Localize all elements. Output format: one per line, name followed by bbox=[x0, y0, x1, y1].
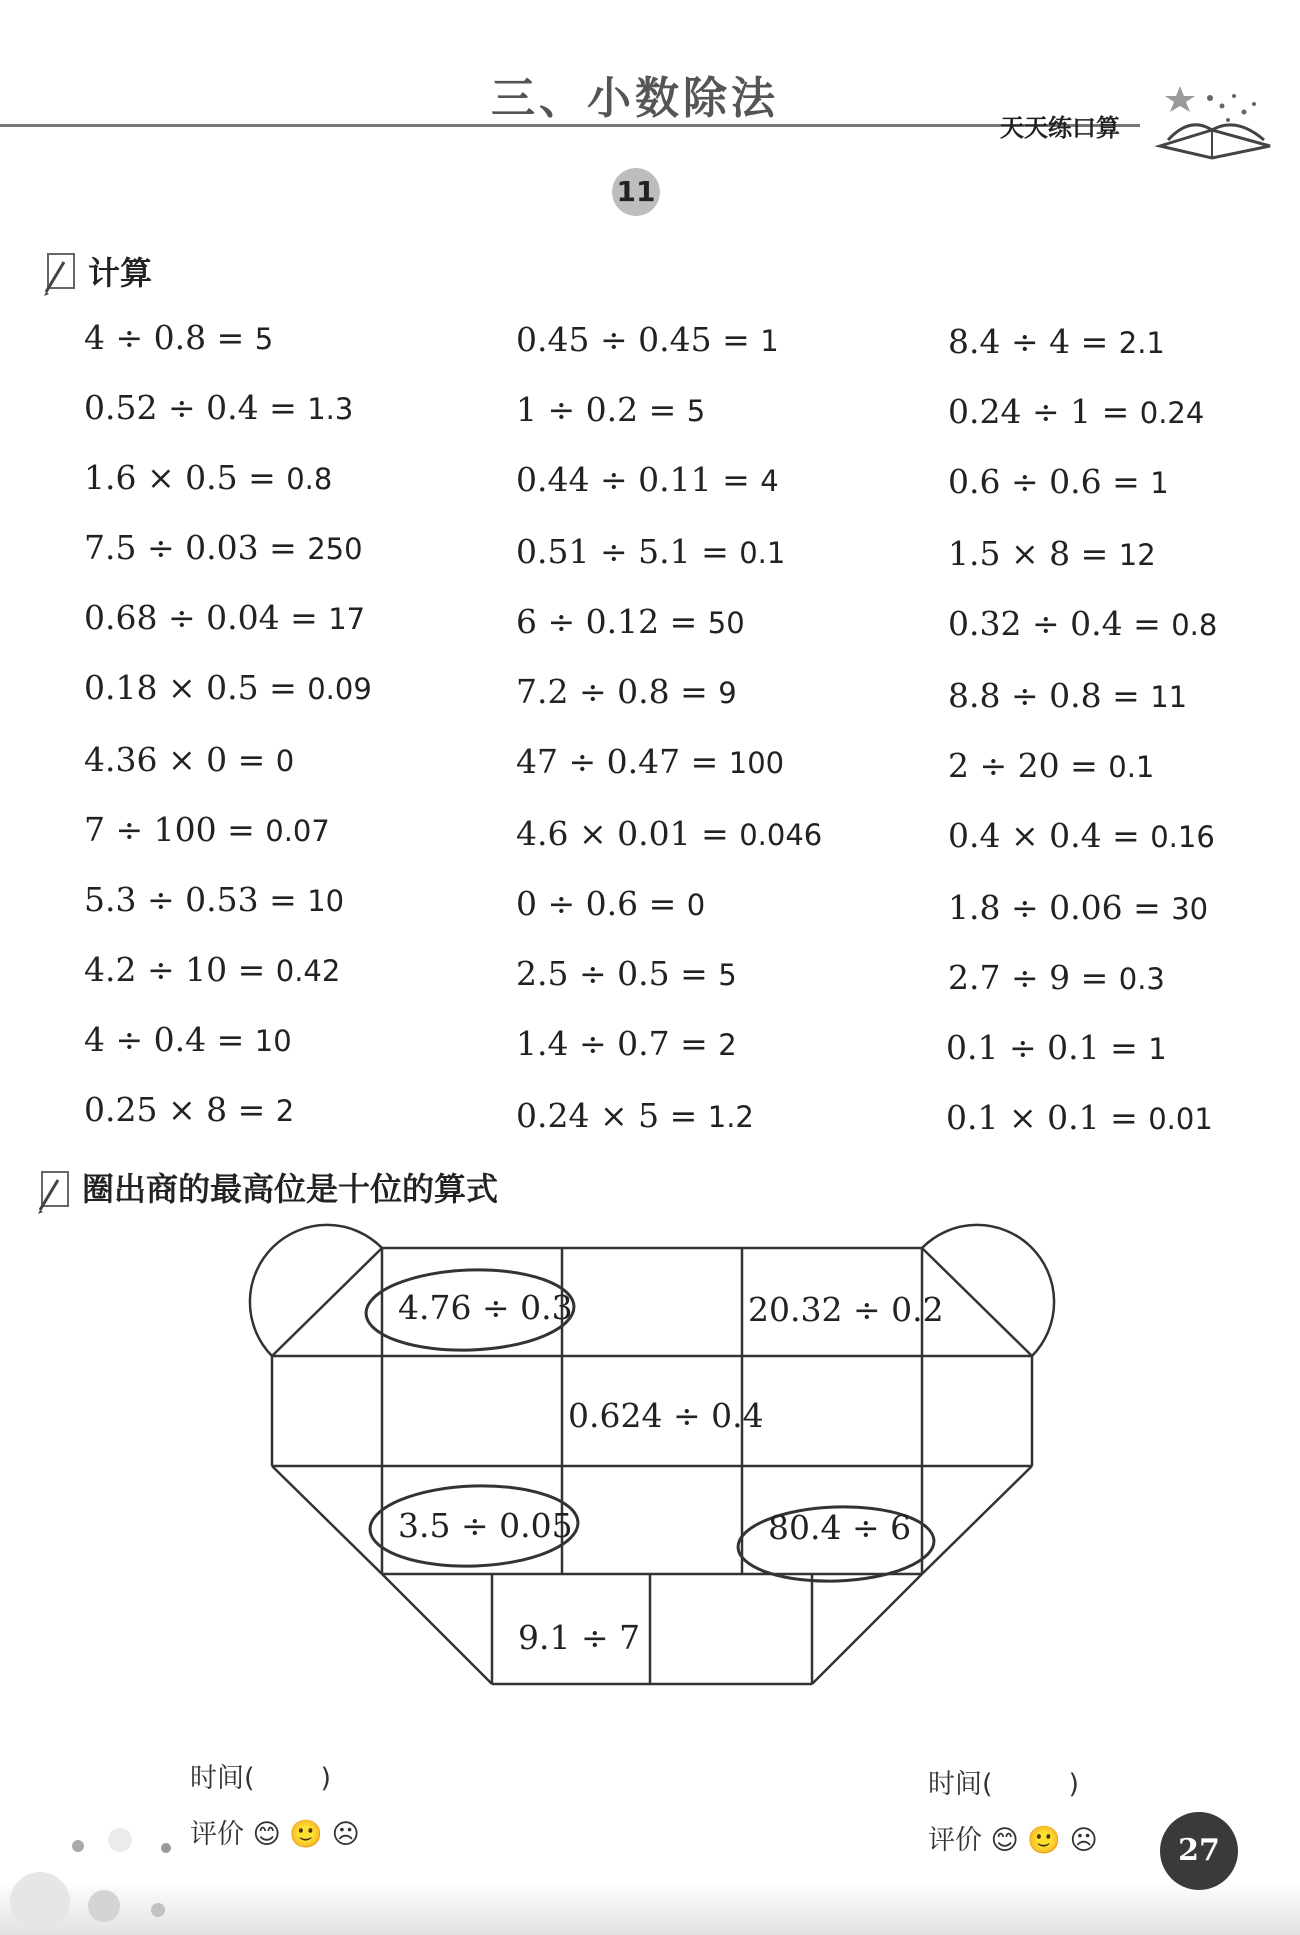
handwritten-answer: 11 bbox=[1150, 680, 1188, 714]
problem: 0.24 ÷ 1 = 0.24 bbox=[948, 392, 1205, 431]
problem: 7 ÷ 100 = 0.07 bbox=[84, 810, 330, 849]
problem: 8.8 ÷ 0.8 = 11 bbox=[948, 676, 1188, 715]
smile-face-icon: 🙂 bbox=[289, 1819, 323, 1850]
page-number: 27 bbox=[1160, 1812, 1238, 1890]
problem: 0.18 × 0.5 = 0.09 bbox=[84, 668, 372, 707]
problem: 0.45 ÷ 0.45 = 1 bbox=[516, 320, 779, 359]
puzzle-cell-label: 80.4 ÷ 6 bbox=[768, 1508, 912, 1547]
problem: 4 ÷ 0.8 = 5 bbox=[84, 318, 274, 357]
problem: 0.25 × 8 = 2 bbox=[84, 1090, 295, 1129]
handwritten-answer: 0.24 bbox=[1139, 396, 1205, 430]
handwritten-answer: 0.3 bbox=[1118, 962, 1165, 996]
brand-text: 天天练口算 bbox=[1000, 114, 1120, 142]
handwritten-answer: 0.046 bbox=[739, 818, 823, 852]
handwritten-answer: 0.8 bbox=[1171, 608, 1218, 642]
handwritten-answer: 0.8 bbox=[286, 462, 333, 496]
handwritten-answer: 2 bbox=[275, 1094, 295, 1128]
problem: 4 ÷ 0.4 = 10 bbox=[84, 1020, 292, 1059]
puzzle-cell-label: 0.624 ÷ 0.4 bbox=[568, 1396, 764, 1435]
sad-face-icon: ☹ bbox=[331, 1819, 360, 1850]
compute-section-title: 计算 bbox=[88, 254, 153, 292]
problem: 0.51 ÷ 5.1 = 0.1 bbox=[516, 532, 786, 571]
smile-face-icon: 🙂 bbox=[1027, 1825, 1061, 1856]
handwritten-answer: 1.2 bbox=[707, 1100, 754, 1134]
problem: 6 ÷ 0.12 = 50 bbox=[516, 602, 745, 641]
problem: 1.5 × 8 = 12 bbox=[948, 534, 1156, 573]
handwritten-answer: 10 bbox=[254, 1024, 292, 1058]
problem: 1 ÷ 0.2 = 5 bbox=[516, 390, 706, 429]
problem: 0.68 ÷ 0.04 = 17 bbox=[84, 598, 366, 637]
rating-left: 评价 😊 🙂 ☹ bbox=[190, 1819, 360, 1850]
handwritten-answer: 1 bbox=[1148, 1032, 1167, 1066]
problem: 1.6 × 0.5 = 0.8 bbox=[84, 458, 333, 497]
handwritten-answer: 250 bbox=[307, 532, 363, 566]
time-entry-left: 时间( ) bbox=[190, 1763, 332, 1794]
problem: 5.3 ÷ 0.53 = 10 bbox=[84, 880, 345, 919]
handwritten-answer: 100 bbox=[728, 746, 785, 780]
handwritten-answer: 5 bbox=[686, 394, 706, 428]
handwritten-answer: 0.16 bbox=[1150, 820, 1215, 854]
problem: 2 ÷ 20 = 0.1 bbox=[948, 746, 1155, 785]
handwritten-answer: 0.1 bbox=[739, 536, 786, 570]
handwritten-answer: 2.1 bbox=[1118, 326, 1165, 360]
handwritten-answer: 9 bbox=[718, 676, 737, 710]
handwritten-answer: 50 bbox=[707, 606, 745, 640]
handwritten-answer: 4 bbox=[760, 464, 779, 498]
problem: 0.24 × 5 = 1.2 bbox=[516, 1096, 754, 1135]
handwritten-answer: 5 bbox=[718, 958, 737, 992]
time-entry-right: 时间( ) bbox=[928, 1769, 1080, 1800]
problem: 8.4 ÷ 4 = 2.1 bbox=[948, 322, 1165, 361]
handwritten-answer: 30 bbox=[1171, 892, 1209, 926]
happy-face-icon: 😊 bbox=[252, 1819, 281, 1850]
handwritten-answer: 1 bbox=[760, 324, 779, 358]
handwritten-answer: 0 bbox=[686, 888, 706, 922]
puzzle-cell-label: 3.5 ÷ 0.05 bbox=[398, 1506, 573, 1545]
puzzle-cell-label: 20.32 ÷ 0.2 bbox=[748, 1290, 944, 1329]
handwritten-answer: 0.01 bbox=[1148, 1102, 1213, 1136]
happy-face-icon: 😊 bbox=[990, 1825, 1019, 1856]
puzzle-cell-label: 9.1 ÷ 7 bbox=[518, 1618, 641, 1657]
problem: 47 ÷ 0.47 = 100 bbox=[516, 742, 785, 781]
sad-face-icon: ☹ bbox=[1069, 1825, 1098, 1856]
problem: 4.2 ÷ 10 = 0.42 bbox=[84, 950, 341, 989]
problem: 1.4 ÷ 0.7 = 2 bbox=[516, 1024, 737, 1063]
problem: 0.44 ÷ 0.11 = 4 bbox=[516, 460, 779, 499]
problem: 0.6 ÷ 0.6 = 1 bbox=[948, 462, 1169, 501]
handwritten-answer: 0 bbox=[275, 744, 295, 778]
puzzle-cell-label: 4.76 ÷ 0.3 bbox=[398, 1288, 573, 1327]
handwritten-answer: 0.09 bbox=[307, 672, 372, 706]
handwritten-answer: 0.1 bbox=[1108, 750, 1155, 784]
problem: 4.36 × 0 = 0 bbox=[84, 740, 295, 779]
handwritten-answer: 5 bbox=[254, 322, 274, 356]
handwritten-answer: 17 bbox=[328, 602, 366, 636]
problem: 0.4 × 0.4 = 0.16 bbox=[948, 816, 1215, 855]
handwritten-answer: 1 bbox=[1150, 466, 1169, 500]
problem: 0.32 ÷ 0.4 = 0.8 bbox=[948, 604, 1218, 643]
problem: 0.52 ÷ 0.4 = 1.3 bbox=[84, 388, 354, 427]
problem: 0 ÷ 0.6 = 0 bbox=[516, 884, 706, 923]
problem: 7.2 ÷ 0.8 = 9 bbox=[516, 672, 737, 711]
problem: 7.5 ÷ 0.03 = 250 bbox=[84, 528, 363, 567]
rating-right: 评价 😊 🙂 ☹ bbox=[928, 1825, 1098, 1856]
decorative-dots-icon bbox=[0, 1818, 200, 1928]
problem: 0.1 × 0.1 = 0.01 bbox=[946, 1098, 1213, 1137]
handwritten-answer: 2 bbox=[718, 1028, 737, 1062]
handwritten-answer: 0.07 bbox=[265, 814, 330, 848]
problem: 2.5 ÷ 0.5 = 5 bbox=[516, 954, 737, 993]
page-title: 三、小数除法 bbox=[491, 73, 779, 124]
handwritten-answer: 0.42 bbox=[275, 954, 341, 988]
problem: 1.8 ÷ 0.06 = 30 bbox=[948, 888, 1209, 927]
circle-section-title: 圈出商的最高位是十位的算式 bbox=[82, 1170, 499, 1208]
lesson-number-badge: 11 bbox=[612, 168, 660, 216]
problem: 2.7 ÷ 9 = 0.3 bbox=[948, 958, 1165, 997]
handwritten-answer: 10 bbox=[307, 884, 345, 918]
handwritten-answer: 1.3 bbox=[307, 392, 354, 426]
problem: 0.1 ÷ 0.1 = 1 bbox=[946, 1028, 1167, 1067]
handwritten-answer: 12 bbox=[1118, 538, 1156, 572]
problem: 4.6 × 0.01 = 0.046 bbox=[516, 814, 823, 853]
